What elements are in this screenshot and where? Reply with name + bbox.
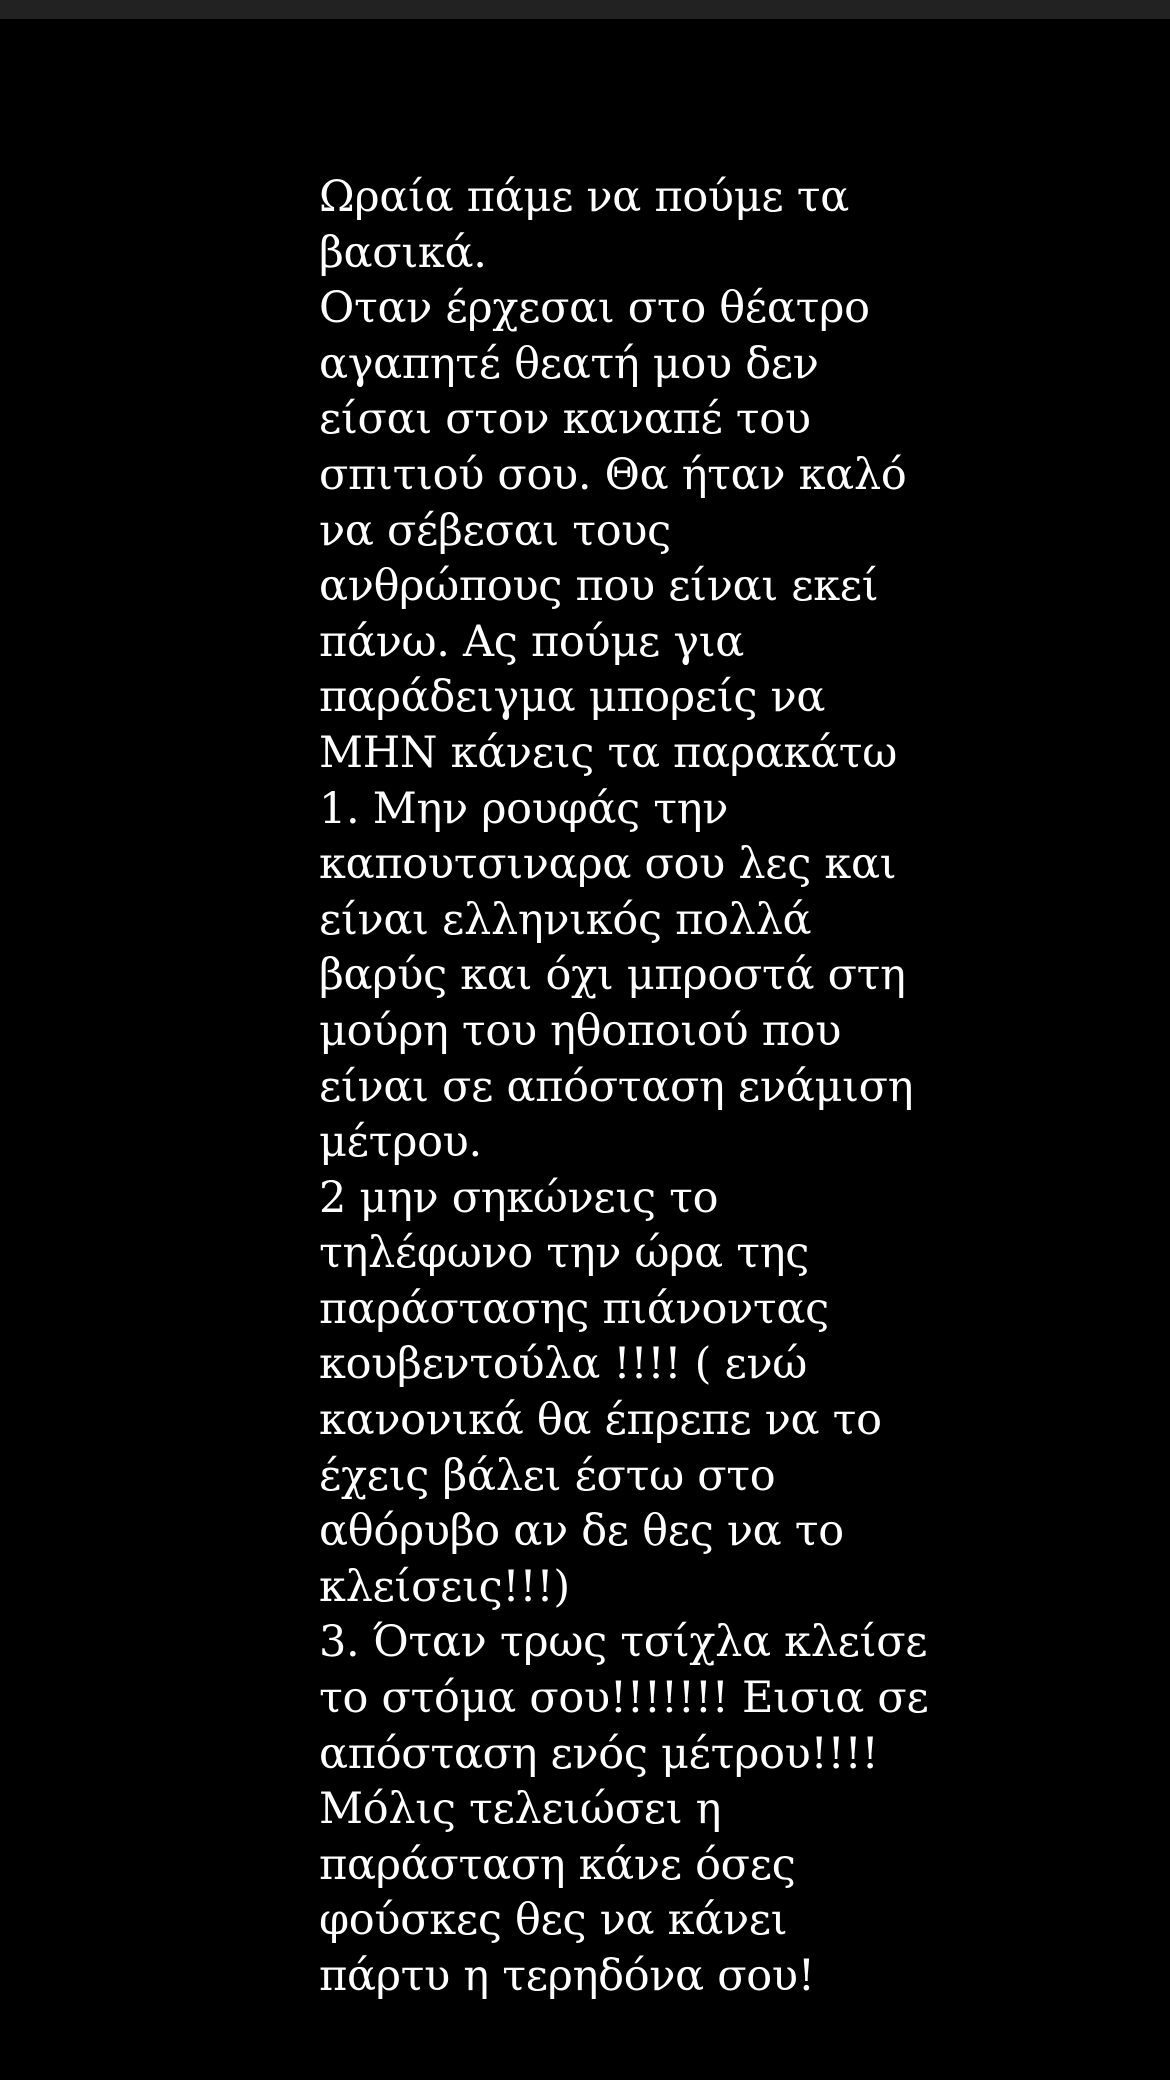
story-line: πάρτυ η τερηδόνα σου! bbox=[319, 1951, 815, 2001]
story-line: 1. Μην ρουφάς την bbox=[319, 783, 729, 834]
story-line: τηλέφωνο την ώρα της bbox=[319, 1228, 809, 1279]
story-line: ΜΗΝ κάνεις τα παρακάτω bbox=[319, 727, 898, 778]
story-line: να σέβεσαι τους bbox=[319, 505, 671, 556]
story-line: μέτρου. bbox=[319, 1117, 482, 1168]
story-line: κλείσεις!!!) bbox=[319, 1561, 570, 1612]
story-line: μούρη του ηθοποιού που bbox=[319, 1005, 842, 1056]
story-text-block bbox=[319, 170, 929, 2005]
story-line: Μόλις τελειώσει η bbox=[319, 1784, 722, 1835]
story-line: ανθρώπους που είναι εκεί bbox=[319, 561, 879, 612]
story-line: έχεις βάλει έστω στο bbox=[319, 1450, 776, 1501]
story-progress-bar bbox=[0, 0, 1170, 19]
story-line: βαρύς και όχι μπροστά στη bbox=[319, 950, 906, 1001]
story-line: πάνω. Ας πούμε για bbox=[319, 616, 745, 667]
story-line: παράστασης πιάνοντας bbox=[319, 1283, 829, 1334]
story-line: 3. Όταν τρως τσίχλα κλείσε bbox=[319, 1617, 928, 1668]
story-line: Ωραία πάμε να πούμε τα bbox=[319, 172, 849, 222]
story-line: 2 μην σηκώνεις το bbox=[319, 1172, 719, 1223]
story-line: αγαπητέ θεατή μου δεν bbox=[319, 338, 819, 389]
story-line: βασικά. bbox=[319, 227, 487, 278]
story-line: Οταν έρχεσαι στο θέατρο bbox=[319, 283, 870, 334]
story-line: σπιτιού σου. Θα ήταν καλό bbox=[319, 449, 907, 500]
story-line: είναι ελληνικός πολλά bbox=[319, 894, 812, 945]
story-line: φούσκες θες να κάνει bbox=[319, 1895, 788, 1946]
story-line: το στόμα σου!!!!!!! Εισια σε bbox=[319, 1673, 929, 1724]
story-line: κουβεντούλα !!!! ( ενώ bbox=[319, 1339, 808, 1390]
story-line: είσαι στον καναπέ του bbox=[319, 394, 811, 445]
story-line: είναι σε απόσταση ενάμιση bbox=[319, 1061, 914, 1112]
story-line: απόσταση ενός μέτρου!!!! bbox=[319, 1728, 879, 1779]
story-line: αθόρυβο αν δε θες να το bbox=[319, 1506, 844, 1557]
story-line: κανονικά θα έπρεπε να το bbox=[319, 1395, 882, 1446]
story-line: παράσταση κάνε όσες bbox=[319, 1839, 796, 1890]
story-line: καπουτσιναρα σου λες και bbox=[319, 839, 897, 890]
story-line: παράδειγμα μπορείς να bbox=[319, 672, 826, 723]
